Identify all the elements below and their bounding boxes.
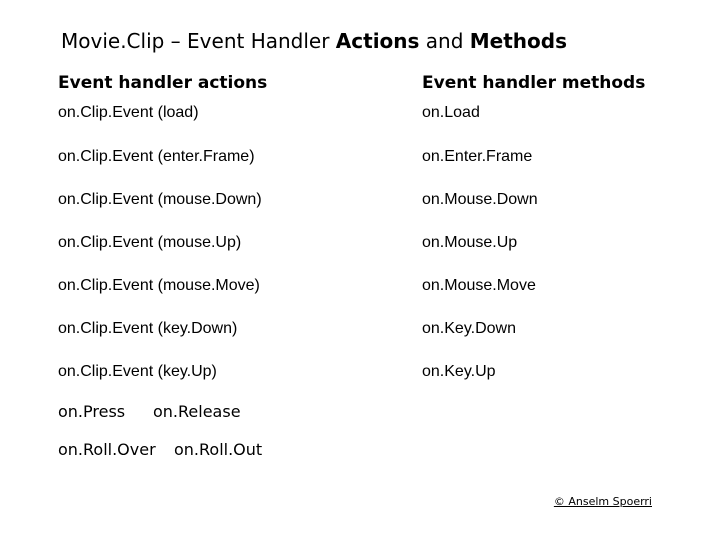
action-cell: on.Clip.Event (key.Up) (58, 363, 217, 380)
action-cell: on.Clip.Event (mouse.Move) (58, 277, 260, 294)
method-cell: on.Key.Down (422, 320, 516, 337)
copyright-credit: © Anselm Spoerri (553, 495, 652, 508)
method-cell: on.Mouse.Move (422, 277, 536, 294)
action-cell: on.Clip.Event (mouse.Down) (58, 191, 262, 208)
slide-title (61, 28, 567, 54)
methods-column-header: Event handler methods (422, 73, 646, 93)
action-cell: on.Clip.Event (key.Down) (58, 320, 238, 337)
method-cell: on.Mouse.Up (422, 234, 518, 251)
action-cell: on.Clip.Event (mouse.Up) (58, 234, 242, 251)
actions-column-header: Event handler actions (58, 73, 268, 93)
extra-handler: on.Roll.Over (58, 440, 156, 459)
method-cell: on.Enter.Frame (422, 148, 533, 165)
action-cell: on.Clip.Event (enter.Frame) (58, 148, 255, 165)
method-cell: on.Load (422, 104, 480, 121)
title-part-1: Movie.Clip – Event Handler (61, 29, 336, 53)
action-cell: on.Clip.Event (load) (58, 104, 199, 121)
title-part-2: and (419, 29, 470, 53)
title-bold-methods: Methods (469, 29, 568, 53)
extra-handler: on.Release (153, 402, 241, 421)
title-bold-actions: Actions (335, 29, 420, 53)
extra-handler: on.Roll.Out (174, 440, 263, 459)
extra-handler: on.Press (58, 402, 126, 421)
method-cell: on.Key.Up (422, 363, 496, 380)
method-cell: on.Mouse.Down (422, 191, 538, 208)
